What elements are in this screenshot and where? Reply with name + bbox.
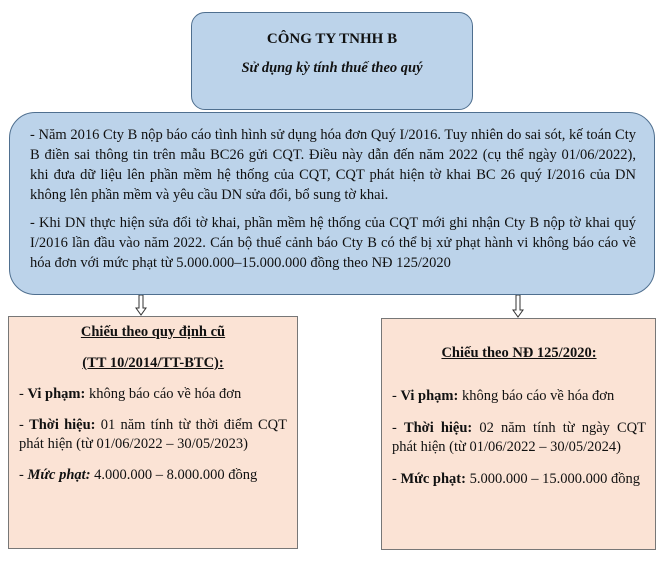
down-arrow-right-icon (512, 295, 524, 318)
new-decree-heading: Chiếu theo NĐ 125/2020: (441, 345, 597, 361)
old-limitation: - Thời hiệu: 01 năm tính từ thời điểm CQT phát hiện (từ 01/06/2022 – 30/05/2023) (19, 417, 287, 452)
situation-paragraph-2: - Khi DN thực hiện sửa đổi tờ khai, phần mềm hệ thống của CQT mới ghi nhận Cty B nộp tờ khai quý I/2016 lần đầu vào năm 2022. Cán bộ thuế cảnh báo Cty B có thể bị xử phạt hành vi không báo cáo về hóa đơn với mức phạt từ 5.000.000–15.000.000 đồng theo NĐ 125/2020 (30, 215, 636, 271)
new-limitation: - Thời hiệu: 02 năm tính từ ngày CQT phát hiện (từ 01/06/2022 – 30/05/2024) (392, 420, 646, 455)
new-violation: - Vi phạm: không báo cáo về hóa đơn (392, 388, 615, 404)
company-box (191, 12, 473, 110)
tax-period-subtitle: Sử dụng kỳ tính thuế theo quý (241, 60, 423, 76)
situation-box (9, 112, 655, 295)
old-regulation-circular: (TT 10/2014/TT-BTC): (82, 355, 224, 371)
old-violation: - Vi phạm: không báo cáo về hóa đơn (19, 386, 242, 402)
new-decree-box (381, 318, 656, 550)
old-regulation-heading: Chiếu theo quy định cũ (80, 324, 226, 340)
old-penalty: - Mức phạt: 4.000.000 – 8.000.000 đồng (19, 467, 258, 483)
old-regulation-box (8, 316, 298, 549)
company-name: CÔNG TY TNHH B (266, 31, 398, 47)
new-penalty: - Mức phạt: 5.000.000 – 15.000.000 đồng (392, 471, 640, 487)
down-arrow-left-icon (135, 295, 147, 316)
situation-paragraph-1: - Năm 2016 Cty B nộp báo cáo tình hình sử dụng hóa đơn Quý I/2016. Tuy nhiên do sai sót, kế toán Cty B điền sai thông tin trên mẫu BC26 gửi CQT. Điều này dẫn đến năm 2022 (cụ thể ngày 01/06/2022), khi đưa dữ liệu lên phần mềm hệ thống của CQT, CQT phát hiện tờ khai BC 26 quý I/2016 của DN không lên phần mềm và yêu cầu DN sửa đổi, bổ sung tờ khai. (30, 127, 636, 203)
